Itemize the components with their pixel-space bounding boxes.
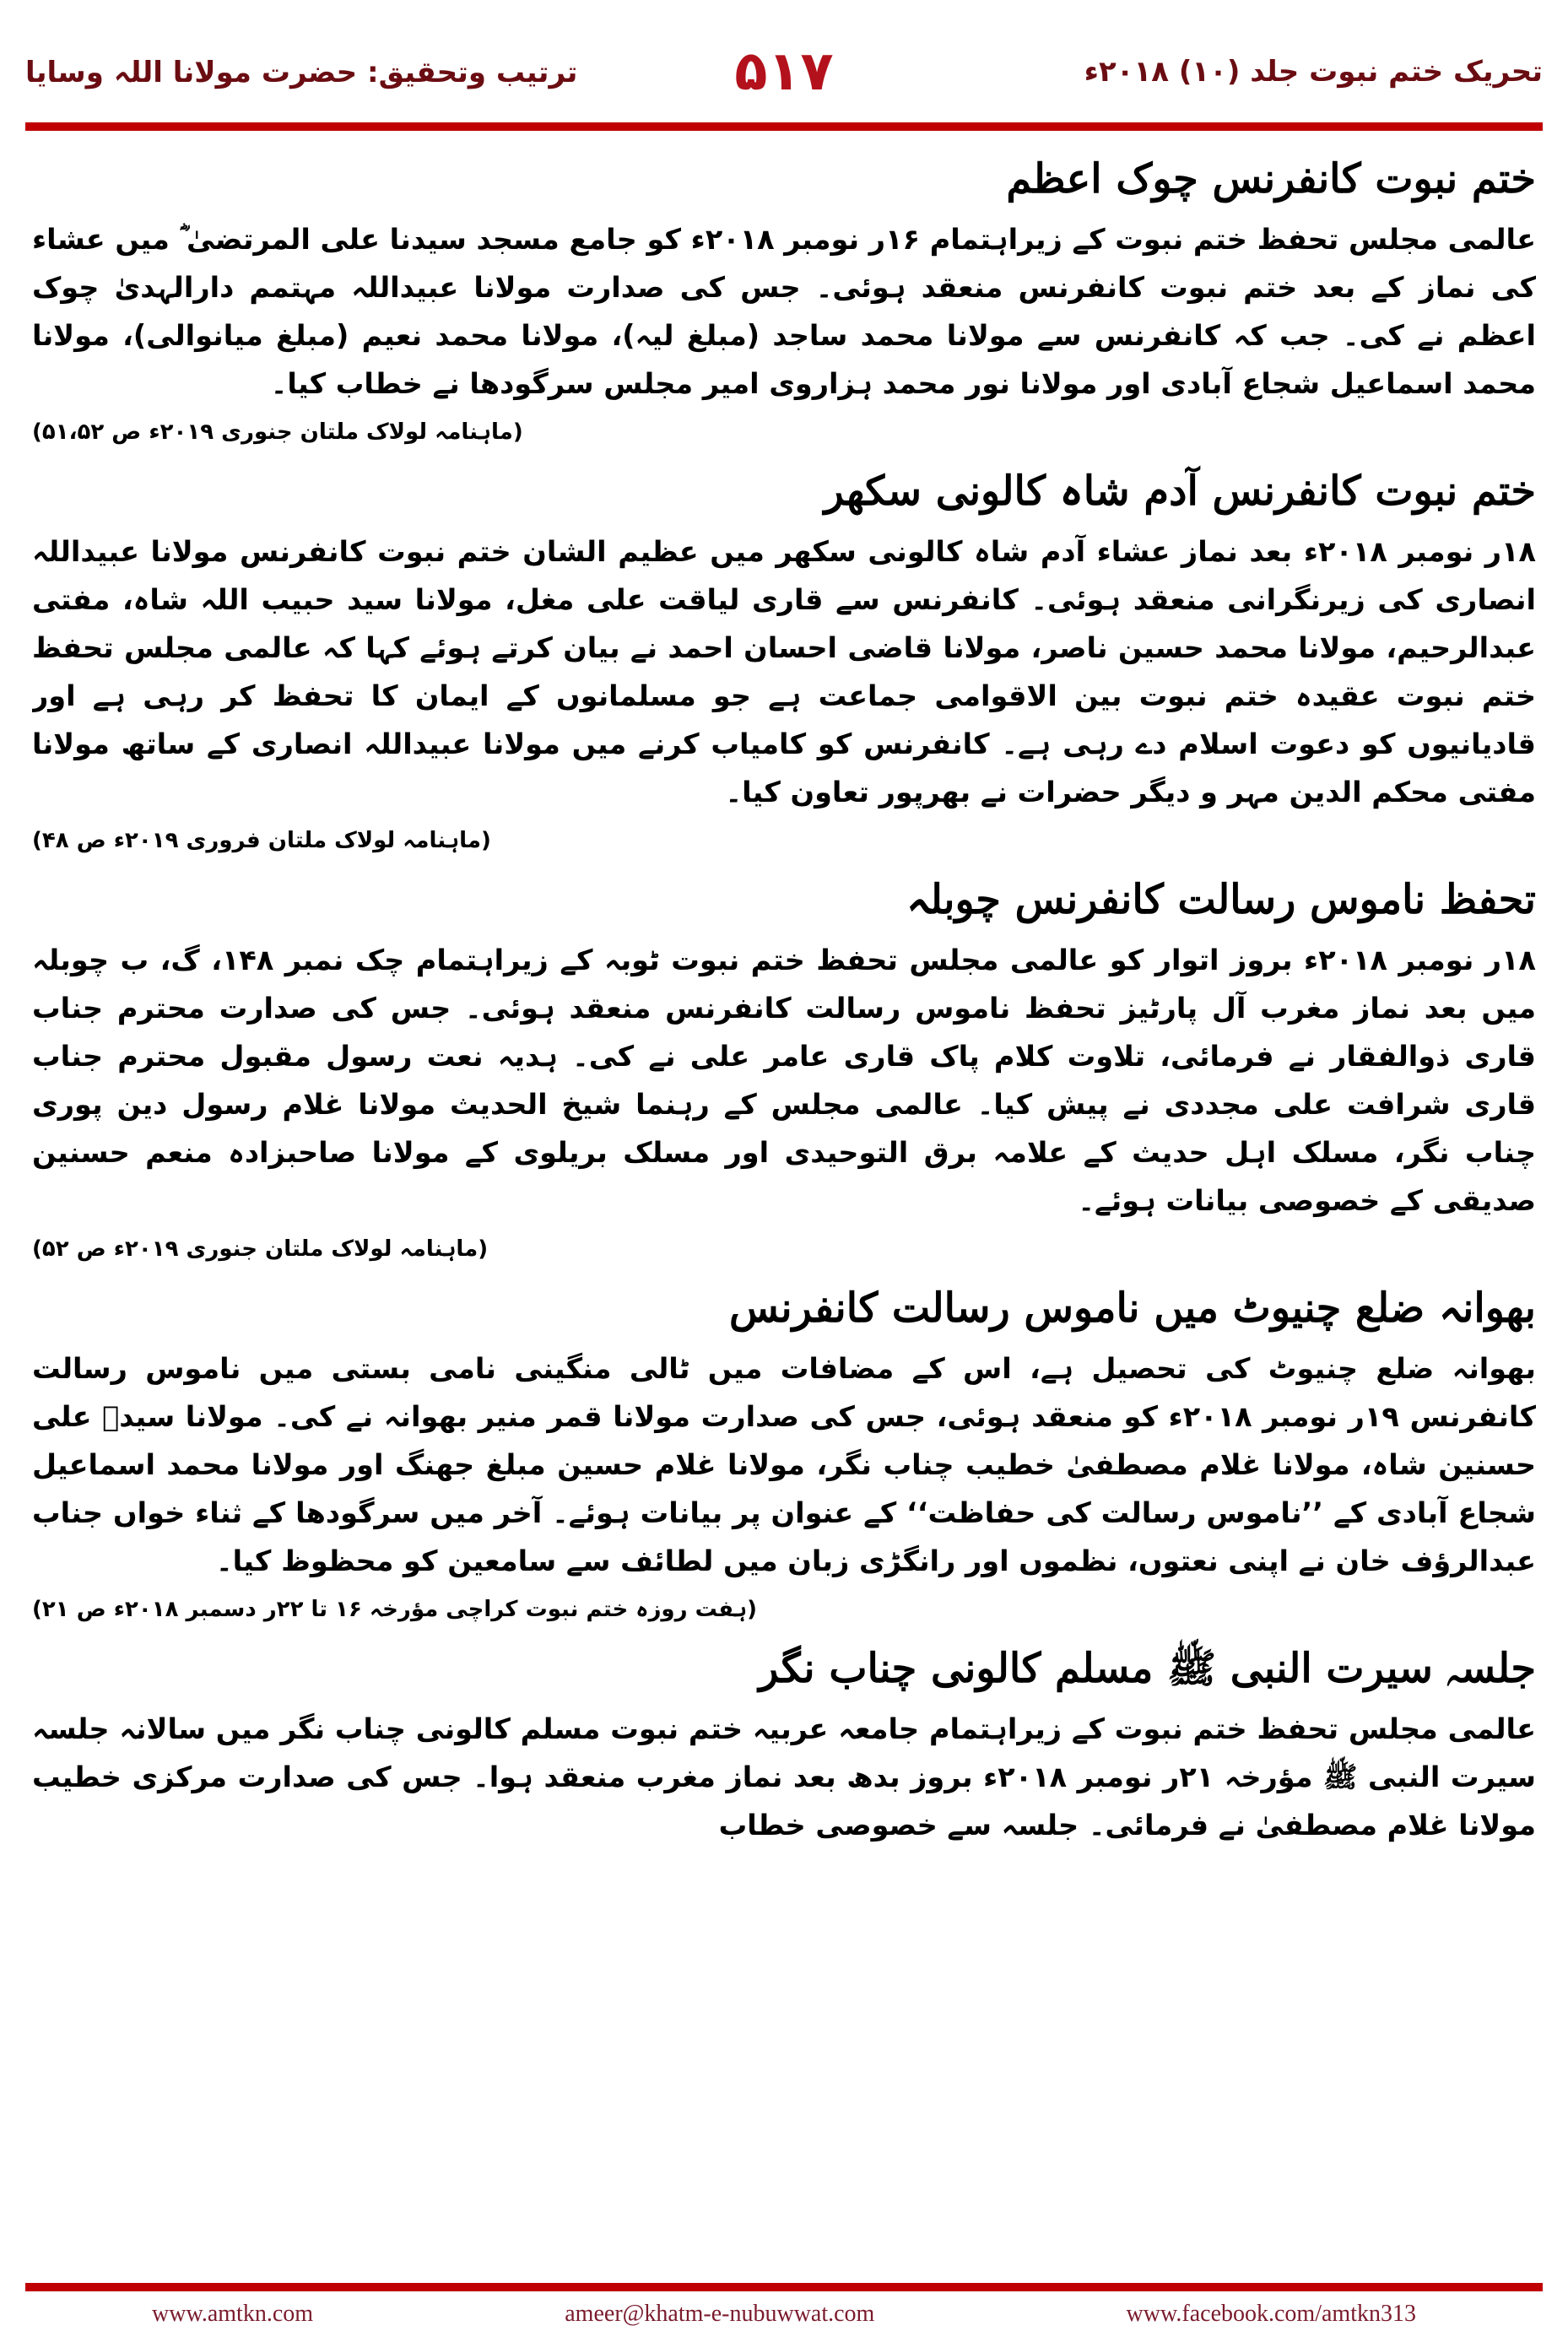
section-citation: (ماہنامہ لولاک ملتان جنوری ۲۰۱۹ء ص ۵۲) bbox=[32, 1236, 489, 1262]
page-number: ۵۱۷ bbox=[734, 41, 834, 103]
facebook-link[interactable]: www.facebook.com/amtkn313 bbox=[1126, 2301, 1416, 2327]
section-paragraph: عالمی مجلس تحفظ ختم نبوت کے زیراہتمام ۱۶ر نومبر ۲۰۱۸ء کو جامع مسجد سیدنا علی المرتضیٰ ؓ میں عشاء کی نماز کے بعد ختم نبوت کانفرنس منعقد ہوئی۔ جس کی صدارت مولانا عبیداللہ مہتمم دارالہدیٰ چوک اعظم نے کی۔ جب کہ کانفرنس سے مولانا محمد ساجد (مبلغ لیہ)، مولانا محمد نعیم (مبلغ میانوالی)، مولانا محمد اسماعیل شجاع آبادی اور مولانا نور محمد ہزاروی امیر مجلس سرگودھا نے خطاب کیا۔ bbox=[32, 223, 1536, 400]
section-chobla bbox=[32, 870, 1536, 1268]
section-citation: (ماہنامہ لولاک ملتان فروری ۲۰۱۹ء ص ۴۸) bbox=[32, 828, 491, 853]
section-citation: (ہفت روزہ ختم نبوت کراچی مؤرخہ ۱۶ تا ۲۲ر دسمبر ۲۰۱۸ء ص ۲۱) bbox=[32, 1597, 757, 1622]
section-paragraph: ۱۸ر نومبر ۲۰۱۸ء بروز اتوار کو عالمی مجلس تحفظ ختم نبوت ٹوبہ کے زیراہتمام چک نمبر ۱۴۸، گ، ب چوبلہ میں بعد نماز مغرب آل پارٹیز تحفظ ناموس رسالت کانفرنس منعقد ہوئی۔ جس کی صدارت محترم جناب قاری ذوالفقار نے فرمائی، تلاوت کلام پاک قاری عامر علی نے کی۔ ہدیہ نعت رسول مقبول محترم جناب قاری شرافت علی مجددی نے پیش کیا۔ عالمی مجلس کے رہنما شیخ الحدیث مولانا غلام رسول دین پوری چناب نگر، مسلک اہل حدیث کے علامہ برق التوحیدی اور مسلک بریلوی کے مولانا صاحبزادہ منعم حسنین صدیقی کے خصوصی بیانات ہوئے۔ bbox=[32, 944, 1536, 1217]
section-bhowana bbox=[32, 1279, 1536, 1629]
section-heading: ختم نبوت کانفرنس آدم شاہ کالونی سکھر bbox=[824, 468, 1536, 515]
page-content bbox=[32, 139, 1536, 2266]
book-title: تحریک ختم نبوت جلد (۱۰) ۲۰۱۸ء bbox=[1084, 55, 1543, 89]
website-link[interactable]: www.amtkn.com bbox=[152, 2301, 314, 2327]
page-header bbox=[25, 25, 1543, 118]
section-adam-shah-colony bbox=[32, 462, 1536, 860]
section-paragraph: بھوانہ ضلع چنیوٹ کی تحصیل ہے، اس کے مضافات میں ٹالی منگینی نامی بستی میں ناموس رسالت کانفرنس ۱۹ر نومبر ۲۰۱۸ء کو منعقد ہوئی، جس کی صدارت مولانا قمر منیر بھوانہ نے کی۔ مولانا سیدؔ علی حسنین شاہ، مولانا غلام مصطفیٰ خطیب چناب نگر، مولانا غلام حسین مبلغ جھنگ اور مولانا محمد اسماعیل شجاع آبادی کے ’’ناموس رسالت کی حفاظت‘‘ کے عنوان پر بیانات ہوئے۔ آخر میں سرگودھا کے ثناء خواں جناب عبدالرؤف خان نے اپنی نعتوں، نظموں اور رانگڑی زبان میں لطائف سے سامعین کو محظوظ کیا۔ bbox=[32, 1352, 1536, 1577]
section-heading: جلسہ سیرت النبی ﷺ مسلم کالونی چناب نگر bbox=[759, 1645, 1536, 1692]
footer-rule bbox=[25, 2283, 1543, 2291]
header-rule bbox=[25, 122, 1543, 131]
email-link[interactable]: ameer@khatm-e-nubuwwat.com bbox=[565, 2301, 875, 2327]
section-heading: تحفظ ناموس رسالت کانفرنس چوبلہ bbox=[906, 876, 1536, 923]
section-heading: ختم نبوت کانفرنس چوک اعظم bbox=[1006, 155, 1536, 203]
section-paragraph: عالمی مجلس تحفظ ختم نبوت کے زیراہتمام جامعہ عربیہ ختم نبوت مسلم کالونی چناب نگر میں سالانہ جلسہ سیرت النبی ﷺ مؤرخہ ۲۱ر نومبر ۲۰۱۸ء بروز بدھ بعد نماز مغرب منعقد ہوا۔ جس کی صدارت مرکزی خطیب مولانا غلام مصطفیٰ نے فرمائی۔ جلسہ سے خصوصی خطاب bbox=[32, 1712, 1536, 1842]
section-citation: (ماہنامہ لولاک ملتان جنوری ۲۰۱۹ء ص ۵۱،۵۲) bbox=[32, 419, 523, 445]
section-chowk-azam bbox=[32, 149, 1536, 452]
section-heading: بھوانہ ضلع چنیوٹ میں ناموس رسالت کانفرنس bbox=[729, 1285, 1536, 1332]
section-paragraph: ۱۸ر نومبر ۲۰۱۸ء بعد نماز عشاء آدم شاہ کالونی سکھر میں عظیم الشان ختم نبوت کانفرنس مولانا عبیداللہ انصاری کی زیرنگرانی منعقد ہوئی۔ کانفرنس سے قاری لیاقت علی مغل، مولانا سید حبیب اللہ شاہ، مفتی عبدالرحیم، مولانا محمد حسین ناصر، مولانا قاضی احسان احمد نے بیان کرتے ہوئے کہا کہ عالمی مجلس تحفظ ختم نبوت عقیدہ ختم نبوت بین الاقوامی جماعت ہے جو مسلمانوں کے ایمان کا تحفظ کر رہی ہے اور قادیانیوں کو دعوت اسلام دے رہی ہے۔ کانفرنس کو کامیاب کرنے میں مولانا عبیداللہ انصاری کے ساتھ مولانا مفتی محکم الدین مہر و دیگر حضرات نے بھرپور تعاون کیا۔ bbox=[32, 535, 1536, 809]
editor-credit: ترتیب وتحقیق: حضرت مولانا اللہ وسایا bbox=[25, 55, 578, 89]
page-footer bbox=[25, 2297, 1543, 2331]
section-seerat-jalsa bbox=[32, 1639, 1536, 1849]
